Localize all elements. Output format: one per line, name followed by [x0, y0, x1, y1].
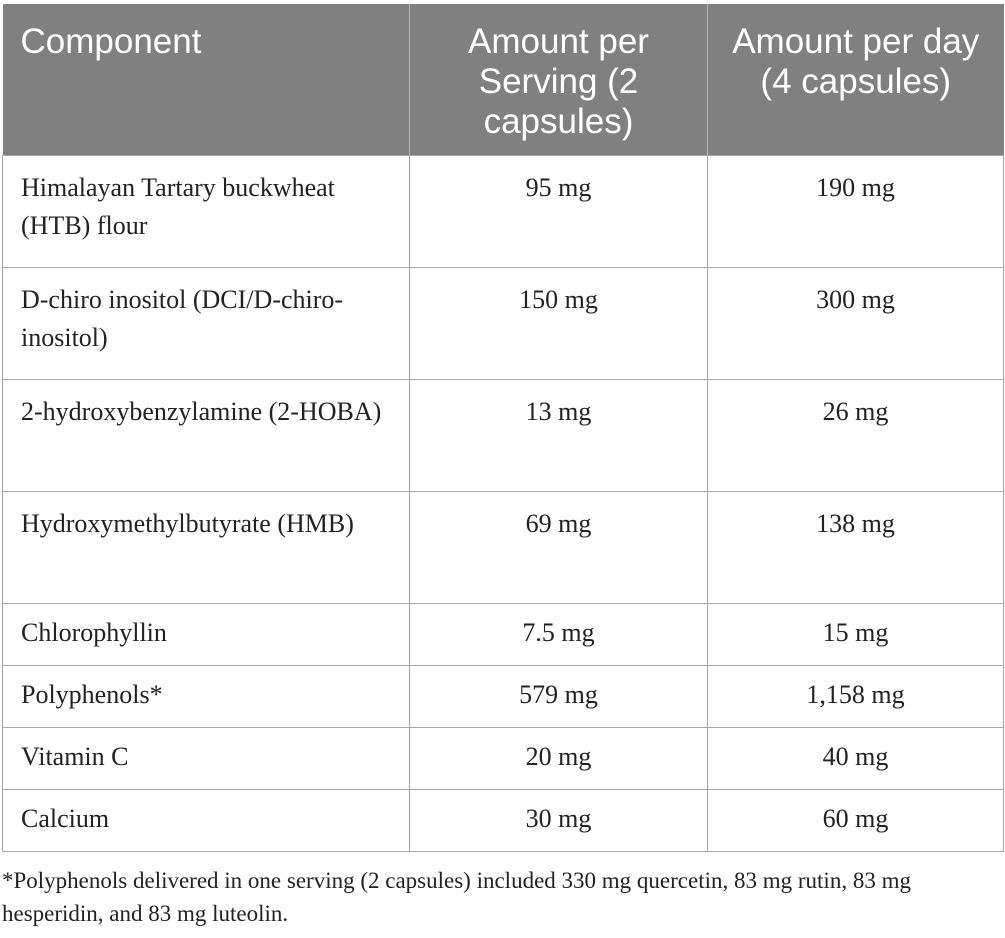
amount-per-serving: 95 mg	[410, 155, 708, 267]
composition-table	[2, 4, 1004, 852]
amount-per-serving: 69 mg	[410, 491, 708, 603]
amount-per-serving: 30 mg	[410, 789, 708, 851]
header-amount-per-serving: Amount per Serving (2 capsules)	[410, 4, 708, 155]
amount-per-day: 60 mg	[708, 789, 1004, 851]
amount-per-serving: 579 mg	[410, 665, 708, 727]
table-body	[3, 155, 1004, 851]
amount-per-day: 40 mg	[708, 727, 1004, 789]
table-row	[3, 379, 1004, 491]
component-name: Chlorophyllin	[3, 603, 410, 665]
amount-per-serving: 13 mg	[410, 379, 708, 491]
component-name: Hydroxymethylbutyrate (HMB)	[3, 491, 410, 603]
table-footnote: *Polyphenols delivered in one serving (2 capsules) included 330 mg quercetin, 83 mg rutin, 83 mg hesperidin, and 83 mg luteolin.	[2, 868, 911, 926]
header-row	[3, 4, 1004, 155]
amount-per-day: 190 mg	[708, 155, 1004, 267]
table-row	[3, 267, 1004, 379]
amount-per-serving: 150 mg	[410, 267, 708, 379]
table-header	[3, 4, 1004, 155]
component-name: D-chiro inositol (DCI/D-chiro-inositol)	[3, 267, 410, 379]
header-component: Component	[3, 4, 410, 155]
table-row	[3, 603, 1004, 665]
amount-per-day: 1,158 mg	[708, 665, 1004, 727]
table-row	[3, 155, 1004, 267]
amount-per-day: 15 mg	[708, 603, 1004, 665]
table-row	[3, 665, 1004, 727]
composition-table-container	[2, 4, 1003, 852]
amount-per-day: 138 mg	[708, 491, 1004, 603]
amount-per-day: 300 mg	[708, 267, 1004, 379]
header-amount-per-day: Amount per day (4 capsules)	[708, 4, 1004, 155]
table-row	[3, 789, 1004, 851]
component-name: Polyphenols*	[3, 665, 410, 727]
table-row	[3, 727, 1004, 789]
component-name: 2-hydroxybenzylamine (2-HOBA)	[3, 379, 410, 491]
amount-per-serving: 7.5 mg	[410, 603, 708, 665]
table-row	[3, 491, 1004, 603]
component-name: Vitamin C	[3, 727, 410, 789]
amount-per-serving: 20 mg	[410, 727, 708, 789]
component-name: Himalayan Tartary buckwheat (HTB) flour	[3, 155, 410, 267]
amount-per-day: 26 mg	[708, 379, 1004, 491]
component-name: Calcium	[3, 789, 410, 851]
